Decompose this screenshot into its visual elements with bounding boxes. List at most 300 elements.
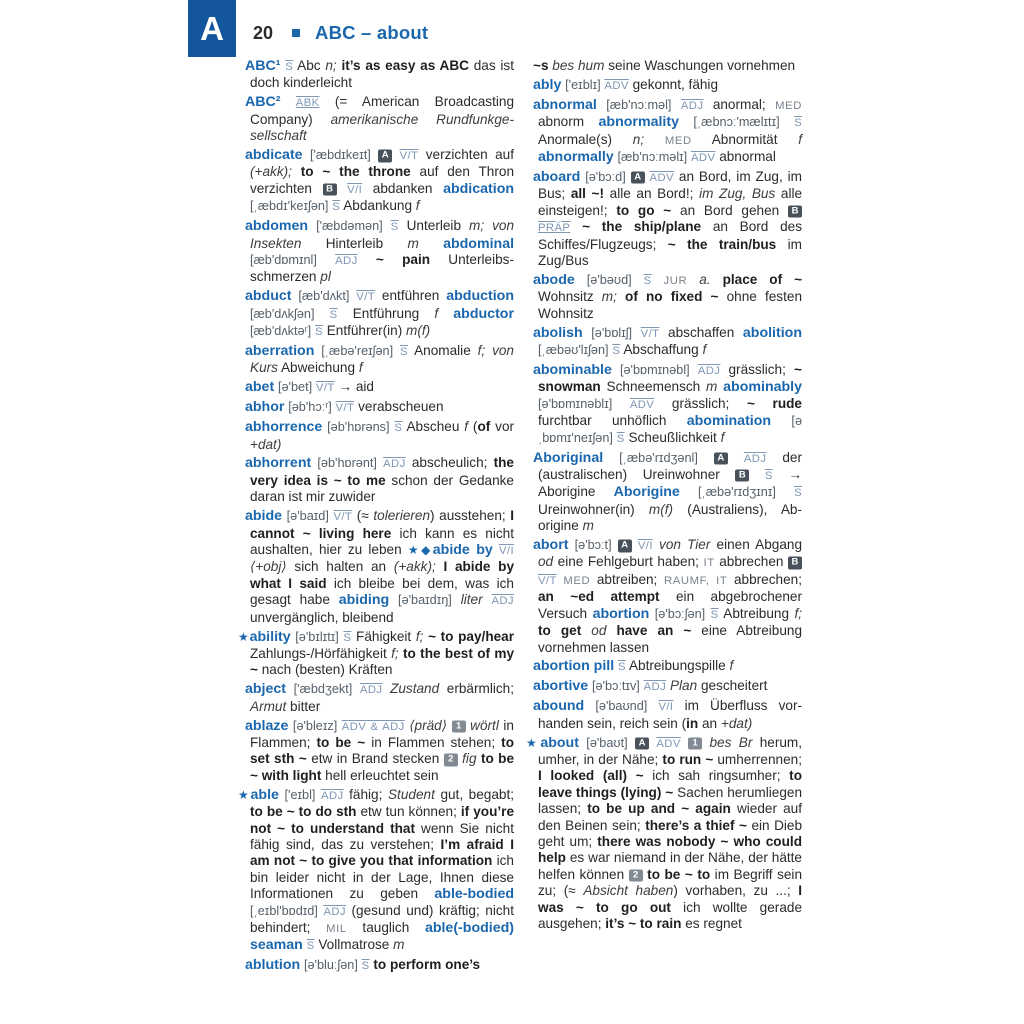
bold-phrase: place of ~ [722,271,803,287]
text-run: in Flammen stehen; [371,734,496,750]
text-run: furchtbar unhöflich [538,413,667,429]
sense-letter-box: B [323,183,337,196]
text-run: Abweichung [280,360,356,376]
dictionary-entry [533,537,802,656]
phonetic-transcription: [ə'bɔːʃən] [654,606,706,621]
text-run: an Bord, im Zug, im Bus; [538,168,802,202]
italic-note: fig [462,751,477,767]
bold-phrase: an ~ed attempt [538,589,660,605]
text-run: Abnormität [711,131,778,147]
text-run: gut, begabt; [440,786,515,802]
text-run: an Bord des Schiffes/Flugzeugs; [538,219,802,252]
grammar-label: V/I [347,183,363,196]
text-run: wenn Sie nicht fähig sind, das zu verstehen; [250,820,514,852]
phonetic-transcription: [ə'baɪdɪŋ] [398,593,452,608]
headword: able-bodied [434,886,515,903]
text-run: unvergänglich, bleibend [250,609,394,625]
grammar-label: $\overline{S}$ [617,661,626,674]
italic-note: ⟨+obj⟩ [250,559,287,575]
dictionary-entry [533,77,802,94]
text-run: im Überfluss vorhanden sein, reich sein ( [538,698,803,731]
phonetic-transcription: [əˌbɒmɪ'neɪʃən] [538,414,803,445]
italic-note: bes hum [552,58,605,73]
headword: able(-bodied) seaman [250,920,514,954]
headword: abdicate [245,147,303,164]
text-run: wieder auf den Beinen sein; [538,801,803,833]
italic-note: m [407,235,419,251]
dictionary-entry [245,94,514,144]
phonetic-transcription: [æb'dɒmɪnl] [250,252,317,267]
bold-phrase: to be ~ to [647,866,711,882]
italic-note: f [434,305,439,321]
headword: aboard [533,168,581,185]
square-bullet-icon [292,29,300,37]
headword: abnormal [533,96,597,113]
text-run: (Australiens), Aborigine [538,501,802,534]
phonetic-transcription: [əb'hɒrənt] [317,456,377,471]
dictionary-entry [533,325,802,360]
text-run: Scheußlichkeit [628,429,717,445]
text-run: Anormale(s) [538,131,613,147]
text-run: Entführer(in) [326,323,403,339]
star-icon: ★ [238,629,250,644]
bold-phrase: all ~! [570,186,605,202]
text-run: Abtreibungspille [628,658,726,674]
grammar-label: $\overline{S}$ [329,308,338,321]
headword: aberration [245,343,315,359]
headword: Aboriginal [533,449,604,466]
bold-phrase: to be ~ to do sth [250,804,357,820]
dictionary-entry [238,786,515,955]
phonetic-transcription: [ə'bɒmɪnəblɪ] [538,396,613,411]
text-run: gescheitert [700,678,768,694]
bold-phrase: the very idea is ~ to me [250,455,514,488]
italic-note: f [729,658,734,674]
bold-phrase: ~ pain [375,251,431,267]
text-run: grässlich; [671,395,730,411]
text-run: verabscheuen [358,399,444,415]
text-run: ) vorhaben, zu ...; [673,883,791,899]
dictionary-entry [245,379,514,396]
headword: ability [249,628,291,645]
text-run: (≈ [356,508,369,524]
grammar-label: $\overline{ADJ}$ [321,789,344,802]
grammar-label: $\overline{S}$ [764,469,773,482]
phonetic-transcription: [ˌæbəʊ'lɪʃən] [538,343,609,358]
grammar-label: $\overline{ADJ}$ [491,595,514,608]
headword: abort [533,537,569,554]
headword: abominable [533,362,612,378]
phonetic-transcription: [æb'dʌktəʳ] [250,324,312,339]
grammar-label: $\overline{S}$ [616,432,625,445]
phonetic-transcription: ['eɪblɪ] [565,77,601,92]
text-run: im Begriff sein zu; (≈ [538,866,803,899]
headword: abhor [245,399,285,416]
text-run: etw tun können; [360,804,457,820]
grammar-label: PRÄP [538,222,571,235]
bold-phrase: to perform one’s [373,957,481,973]
headword: Aborigine [613,484,680,501]
text-run: entführen [381,288,440,304]
italic-note: wörtl [470,717,499,733]
headword: able [250,786,279,803]
phonetic-transcription: [ə'bɒlɪʃ] [591,325,633,340]
grammar-label: V/I [498,544,514,557]
text-run: eine Abtreibung vornehmen lassen [538,623,803,655]
headword: ablution [245,957,301,974]
italic-note: liter [460,592,483,608]
text-run: (gesund und) kräftig; nicht behindert; [250,902,514,935]
bold-phrase: to ~ the throne [300,164,411,180]
italic-note: f; von Kurs [250,343,514,376]
bold-phrase: I abide by what I said [250,559,515,591]
text-run: an Bord gehen [680,202,780,218]
headword: about [540,734,579,751]
dictionary-entry [533,450,802,535]
italic-note: Absicht haben [583,883,674,899]
bold-phrase: have an ~ [616,623,692,639]
italic-note: Plan [669,678,698,694]
bold-phrase: there was nobody ~ who could help [538,833,802,866]
text-run: Abdankung [343,198,413,214]
bold-phrase: ~s [533,58,549,73]
grammar-label: $\overline{ADV}$ [649,171,674,184]
headword: abductor [453,305,514,322]
phonetic-transcription: [ˌeɪbl'bɒdɪd] [250,903,318,918]
bold-phrase: I’m afraid I am not ~ to give you that information [250,836,514,869]
sense-letter-box: B [788,557,802,570]
dictionary-entry [245,508,514,626]
text-run: im Zug/Bus [538,236,802,269]
phonetic-transcription: [ə'bɪlɪtɪ] [295,629,339,644]
grammar-label: ABK [295,97,320,110]
text-run: verzichten auf [425,147,514,163]
phonetic-transcription: [æb'dʌkt] [298,289,350,304]
italic-note: f; [391,645,399,661]
text-run: fähig; [349,786,383,802]
grammar-label: $\overline{ADV}$ [690,152,716,165]
phonetic-transcription: [əb'hɒrəns] [327,420,390,435]
grammar-label: $\overline{ADJ}$ [359,684,383,697]
text-run: Vollmatrose [318,937,390,953]
grammar-label: $\overline{S}$ [794,117,802,130]
dictionary-entry [533,169,802,270]
field-label: RAUMF, IT [663,574,728,587]
italic-note: od [538,554,554,570]
grammar-label: $\overline{S}$ [400,346,408,358]
italic-note: n; [632,131,645,147]
text-run: ich wollte gerade ausgehen; [538,899,803,932]
dictionary-entry [245,288,514,340]
field-label: MED [775,99,803,112]
grammar-label: $\overline{ADV}$ [604,79,629,92]
headword: abode [533,271,575,288]
grammar-label: $\overline{ADV}$ [629,398,655,411]
bold-phrase: to leave things (lying) ~ [538,768,803,800]
sense-letter-box: A [631,171,645,184]
italic-note: a. [699,271,711,287]
phonetic-transcription: [ə'baʊt] [586,735,628,750]
grammar-label: $\overline{S}$ [710,608,719,621]
dictionary-entry [533,698,802,732]
italic-note: od [591,623,607,639]
phonetic-transcription: [ˌæbə'reɪʃən] [321,344,394,358]
grammar-label: V/I [637,540,653,553]
text-run: Abtreibung [723,605,790,621]
phonetic-transcription: [æb'dʌkʃən] [250,306,315,321]
text-run: erbärmlich; [446,681,515,697]
text-run: Hinterleib [325,235,384,251]
phonetic-transcription: [ə'bet] [277,380,313,395]
italic-note: ⟨präd⟩ [409,717,448,733]
italic-note: m(f) [406,323,431,339]
bold-phrase: I cannot ~ living here [250,508,515,541]
bold-phrase: to run ~ [662,751,714,767]
italic-note: bes Br [709,734,753,750]
headword: abiding [338,592,390,609]
text-run: Fähigkeit [356,628,412,644]
italic-note: amerikanische Rundfunkgesellschaft [250,111,515,144]
star-diamond-icon: ★◆ [407,542,433,557]
bold-phrase: in [686,715,699,731]
phonetic-transcription: [ə'bɔːtɪv] [591,679,640,694]
grammar-label: V/T [356,291,376,304]
phonetic-transcription: [ə'bluːʃən] [303,958,358,973]
dictionary-entry [533,97,802,167]
text-run: hell erleuchtet sein [325,767,439,783]
italic-note: m; von Insekten [250,218,515,251]
text-run: ich bin leider nicht in der Lage, Ihnen diese Informationen zu geben [250,853,514,902]
italic-note: f [358,360,363,376]
text-run: einen Abgang [716,537,803,553]
bold-phrase: to be ~ with light [250,751,515,783]
sense-number-box: 1 [452,720,466,733]
bold-phrase: of no fixed ~ [625,289,719,305]
phonetic-transcription: [ə'bɒmɪnəbl] [619,363,690,377]
italic-note: m [393,937,405,953]
grammar-label: $\overline{S}$ [794,487,802,500]
text-run: Ureinwohner(in) [538,501,635,517]
italic-note: m [582,518,594,534]
dictionary-entry [533,678,802,695]
headword: ABC¹ [245,58,281,74]
text-run: abtreiben; [596,571,658,587]
grammar-label: $\overline{S}$ [612,345,621,358]
italic-note: f [464,419,469,435]
grammar-label: $\overline{S}$ [332,201,341,214]
bold-phrase: there’s a thief ~ [645,817,747,833]
sense-number-box: 1 [688,737,702,750]
grammar-label: V/T [640,327,660,340]
text-run: das ist doch kinderleicht [250,58,514,91]
dictionary-entry [245,718,514,785]
phonetic-transcription: ['æbdʒekt] [293,682,353,697]
headword: abdomen [245,218,309,235]
dictionary-entry [526,734,803,933]
italic-note: von Tier [659,537,711,553]
dictionary-entry [533,58,802,74]
headword: abolish [533,324,583,341]
text-run: ein abgebrochener Versuch [538,589,803,621]
bold-phrase: ~ to pay/hear [428,628,515,644]
dictionary-entry [245,681,514,715]
dictionary-entry [245,343,514,377]
phonetic-transcription: [ˌæbə'rɪdʒɪnɪ] [698,485,776,500]
text-run: Sachen herumliegen lassen; [538,784,802,817]
text-run: abbrechen; [733,571,802,587]
italic-note: n; [325,58,337,73]
star-icon: ★ [238,787,251,802]
italic-note: +dat) [250,436,282,452]
italic-note: f [415,198,420,214]
headword: abortion [592,605,650,622]
text-run: Abschaffung [623,342,699,358]
italic-note: +dat) [720,715,753,731]
italic-note: tolerieren [373,508,431,524]
bold-phrase: ~ rude [746,395,802,411]
dictionary-entry [245,147,514,216]
star-icon: ★ [526,735,541,750]
phonetic-transcription: ['eɪbl] [284,787,316,802]
field-label: MIL [326,923,347,935]
text-run: auf den Thron verzichten [250,164,515,196]
grammar-label: $\overline{S}$ [314,326,323,339]
phonetic-transcription: [əb'hɔːʳ] [288,400,332,415]
bold-phrase: to go ~ [616,202,672,218]
italic-note: (+akk); [393,559,436,575]
grammar-label: V/T [538,574,557,587]
text-run: in Flammen; [250,717,514,750]
headword: abnormality [598,114,679,131]
headword: abortion pill [533,658,615,675]
text-run: → aid [338,379,374,395]
text-run: ( [472,419,478,435]
page-header [253,22,428,44]
dictionary-entry [533,272,802,322]
headword: ablaze [245,717,289,734]
text-run: Abc [297,58,321,73]
italic-note: pl [320,269,331,285]
phonetic-transcription: [æb'nɔːməlɪ] [617,150,688,165]
grammar-label: V/T [399,150,419,163]
grammar-label: $\overline{ADJ}$ [323,905,346,918]
text-run: umherrennen; [717,751,802,767]
text-run: Abscheu [406,419,460,435]
field-label: JUR [663,274,688,287]
bold-phrase: it’s ~ to rain [605,916,682,932]
phonetic-transcription: [ə'baʊnd] [595,699,648,714]
text-run: Wohnsitz [538,289,594,305]
headword: abject [245,681,287,698]
letter-thumb-tab: A [188,0,236,57]
phonetic-transcription: [ˌæbə'rɪdʒənl] [619,450,698,465]
headword: abhorrent [245,455,312,472]
sense-letter-box: A [714,452,728,465]
grammar-label: ADV & ADJ [341,720,405,733]
sense-letter-box: A [635,737,649,750]
text-run: Entführung [352,305,420,321]
italic-note: f; [415,628,424,644]
headword: ably [533,76,562,93]
grammar-label: $\overline{ADJ}$ [383,458,406,471]
text-run: anormal; [712,96,766,112]
bold-phrase: ~ snowman [538,362,802,395]
column-right [526,58,803,977]
headword: abound [533,698,585,715]
sense-letter-box: A [618,540,632,553]
headword: abolition [742,324,802,341]
text-run: Schneemensch [606,379,701,395]
headword: abominably [723,379,803,396]
bold-phrase: it’s as easy as ABC [341,58,469,73]
text-run: abschaffen [668,324,735,340]
phonetic-transcription: ['æbdəmən] [316,219,383,234]
headword: abnormally [538,149,614,166]
headword: abduction [446,288,514,305]
text-run: (= American Broadcasting Company) [250,94,514,127]
headword: abortive [533,678,589,695]
grammar-label: $\overline{ADJ}$ [697,365,721,377]
text-run: ein Dieb geht um; [538,817,803,849]
dictionary-entry [533,658,802,675]
text-run: vor [495,419,515,435]
bold-phrase: to set sth ~ [250,734,515,767]
headword: abet [245,379,275,396]
italic-note: f [798,131,802,147]
italic-note: m; [601,289,617,305]
headword: ABC² [245,94,281,111]
text-run: der (australischen) Ureinwohner [538,449,803,482]
phonetic-transcription: [ə'bɔːt] [574,538,612,553]
text-run: ) ausstehen; [430,508,506,524]
bold-phrase: to be up and ~ again [587,801,731,817]
text-run: herum, umher, in der Nähe; [538,734,803,767]
grammar-label: $\overline{ADV}$ [656,737,681,750]
text-run: nach (besten) Kräften [261,662,393,678]
bold-phrase: ~ the ship/plane [582,219,702,235]
text-run: abnormal [719,149,776,165]
text-run: an [702,715,718,731]
italic-note: Student [387,786,435,802]
dictionary-entry [245,58,514,92]
text-run: bitter [290,698,321,714]
text-run: sich halten an [294,559,387,575]
phonetic-transcription: [æb'nɔːməl] [606,97,672,112]
field-label: MED [563,574,591,587]
grammar-label: $\overline{ADJ}$ [680,99,704,112]
grammar-label: $\overline{ADJ}$ [743,452,767,465]
guide-words-title: ABC – about [315,22,429,43]
grammar-label: V/T [333,511,353,524]
headword: abduct [245,288,292,305]
text-run: gekonnt, fähig [632,76,719,92]
grammar-label: $\overline{ADJ}$ [335,254,358,267]
dictionary-entry [245,455,514,505]
sense-number-box: 2 [444,754,458,767]
headword: abomination [686,413,772,430]
italic-note: Zustand [390,681,440,697]
text-run: abbrechen [719,554,784,570]
italic-note: m(f) [648,501,674,517]
text-run: es regnet [685,916,742,932]
bold-phrase: if you’re not ~ to understand that [250,804,515,836]
text-run: abnorm [538,114,585,130]
bold-phrase: of [477,419,491,435]
bold-phrase: ~ the train/bus [667,236,777,252]
headword: abdominal [443,235,515,252]
phonetic-transcription: ['æbdɪkeɪt] [309,148,371,163]
column-left [238,58,515,977]
